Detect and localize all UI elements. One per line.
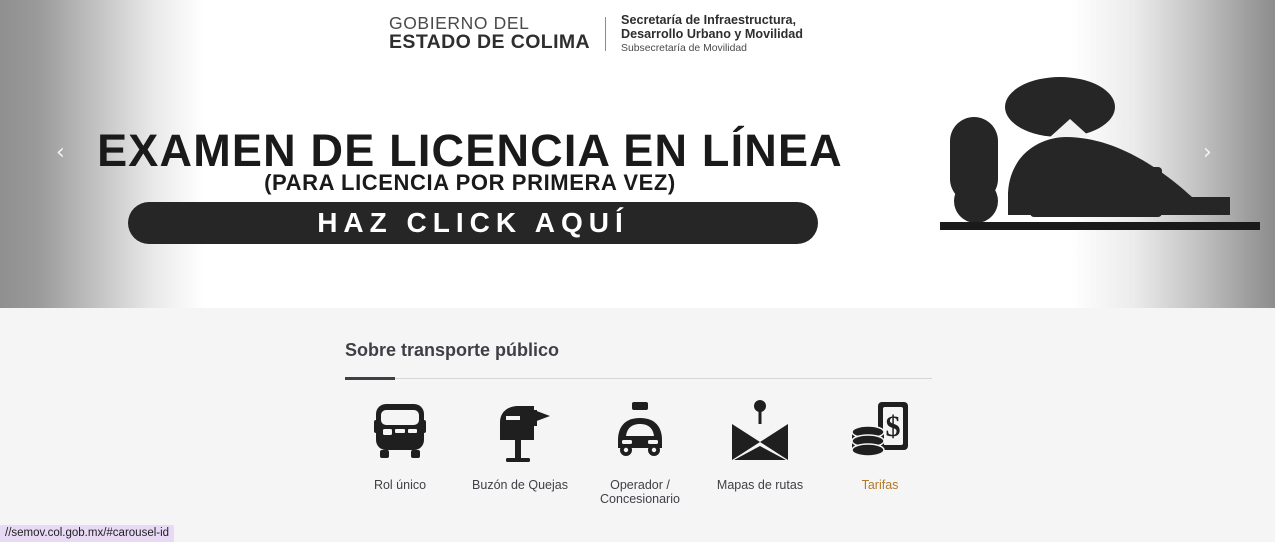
quick-link-label: Rol único [373,478,427,492]
section-divider-accent [345,377,395,380]
quick-link-label: Operador / Concesionario [600,478,680,507]
quick-link-rol-unico[interactable] [345,396,455,492]
quick-links-row [345,396,935,507]
taxi-icon [604,396,676,468]
browser-status-link-preview: //semov.col.gob.mx/#carousel-id [0,525,174,542]
quick-link-label: Buzón de Quejas [472,478,568,492]
section-divider [345,378,932,379]
quick-link-tarifas[interactable] [825,396,935,492]
mailbox-icon [484,396,556,468]
gov-logo-right [621,13,803,56]
quick-link-label: Mapas de rutas [716,478,804,492]
logo-divider [605,17,606,51]
secretariat-line1: Secretaría de Infraestructura, [621,12,797,27]
quick-link-buzon-quejas[interactable] [465,396,575,492]
gov-logo-line1: GOBIERNO DEL [389,12,530,33]
hero-title: EXAMEN DE LICENCIA EN LÍNEA [97,125,843,176]
svg-text:$: $ [885,410,901,443]
gov-logo-line2: ESTADO DE COLIMA [389,31,591,54]
bus-icon [364,396,436,468]
quick-link-mapas-rutas[interactable] [705,396,815,492]
hero-subtitle: (PARA LICENCIA POR PRIMERA VEZ) [264,170,676,195]
map-pin-icon [724,396,796,468]
carousel-prev-icon[interactable]: ‹ [56,140,65,165]
government-logo [389,14,803,54]
gov-logo-left [389,12,591,54]
secretariat-line2: Desarrollo Urbano y Movilidad [621,27,803,42]
quick-link-label: Tarifas [861,478,899,492]
secretariat-line3: Subsecretaría de Movilidad [621,43,747,55]
public-transport-section [0,308,1275,542]
carousel-next-icon[interactable]: › [1203,140,1212,165]
quick-link-operador-concesionario[interactable] [585,396,695,507]
section-title: Sobre transporte público [345,340,560,360]
person-at-desk-illustration [930,75,1270,250]
hero-cta-button[interactable]: HAZ CLICK AQUÍ [128,202,818,244]
money-icon [844,396,916,468]
